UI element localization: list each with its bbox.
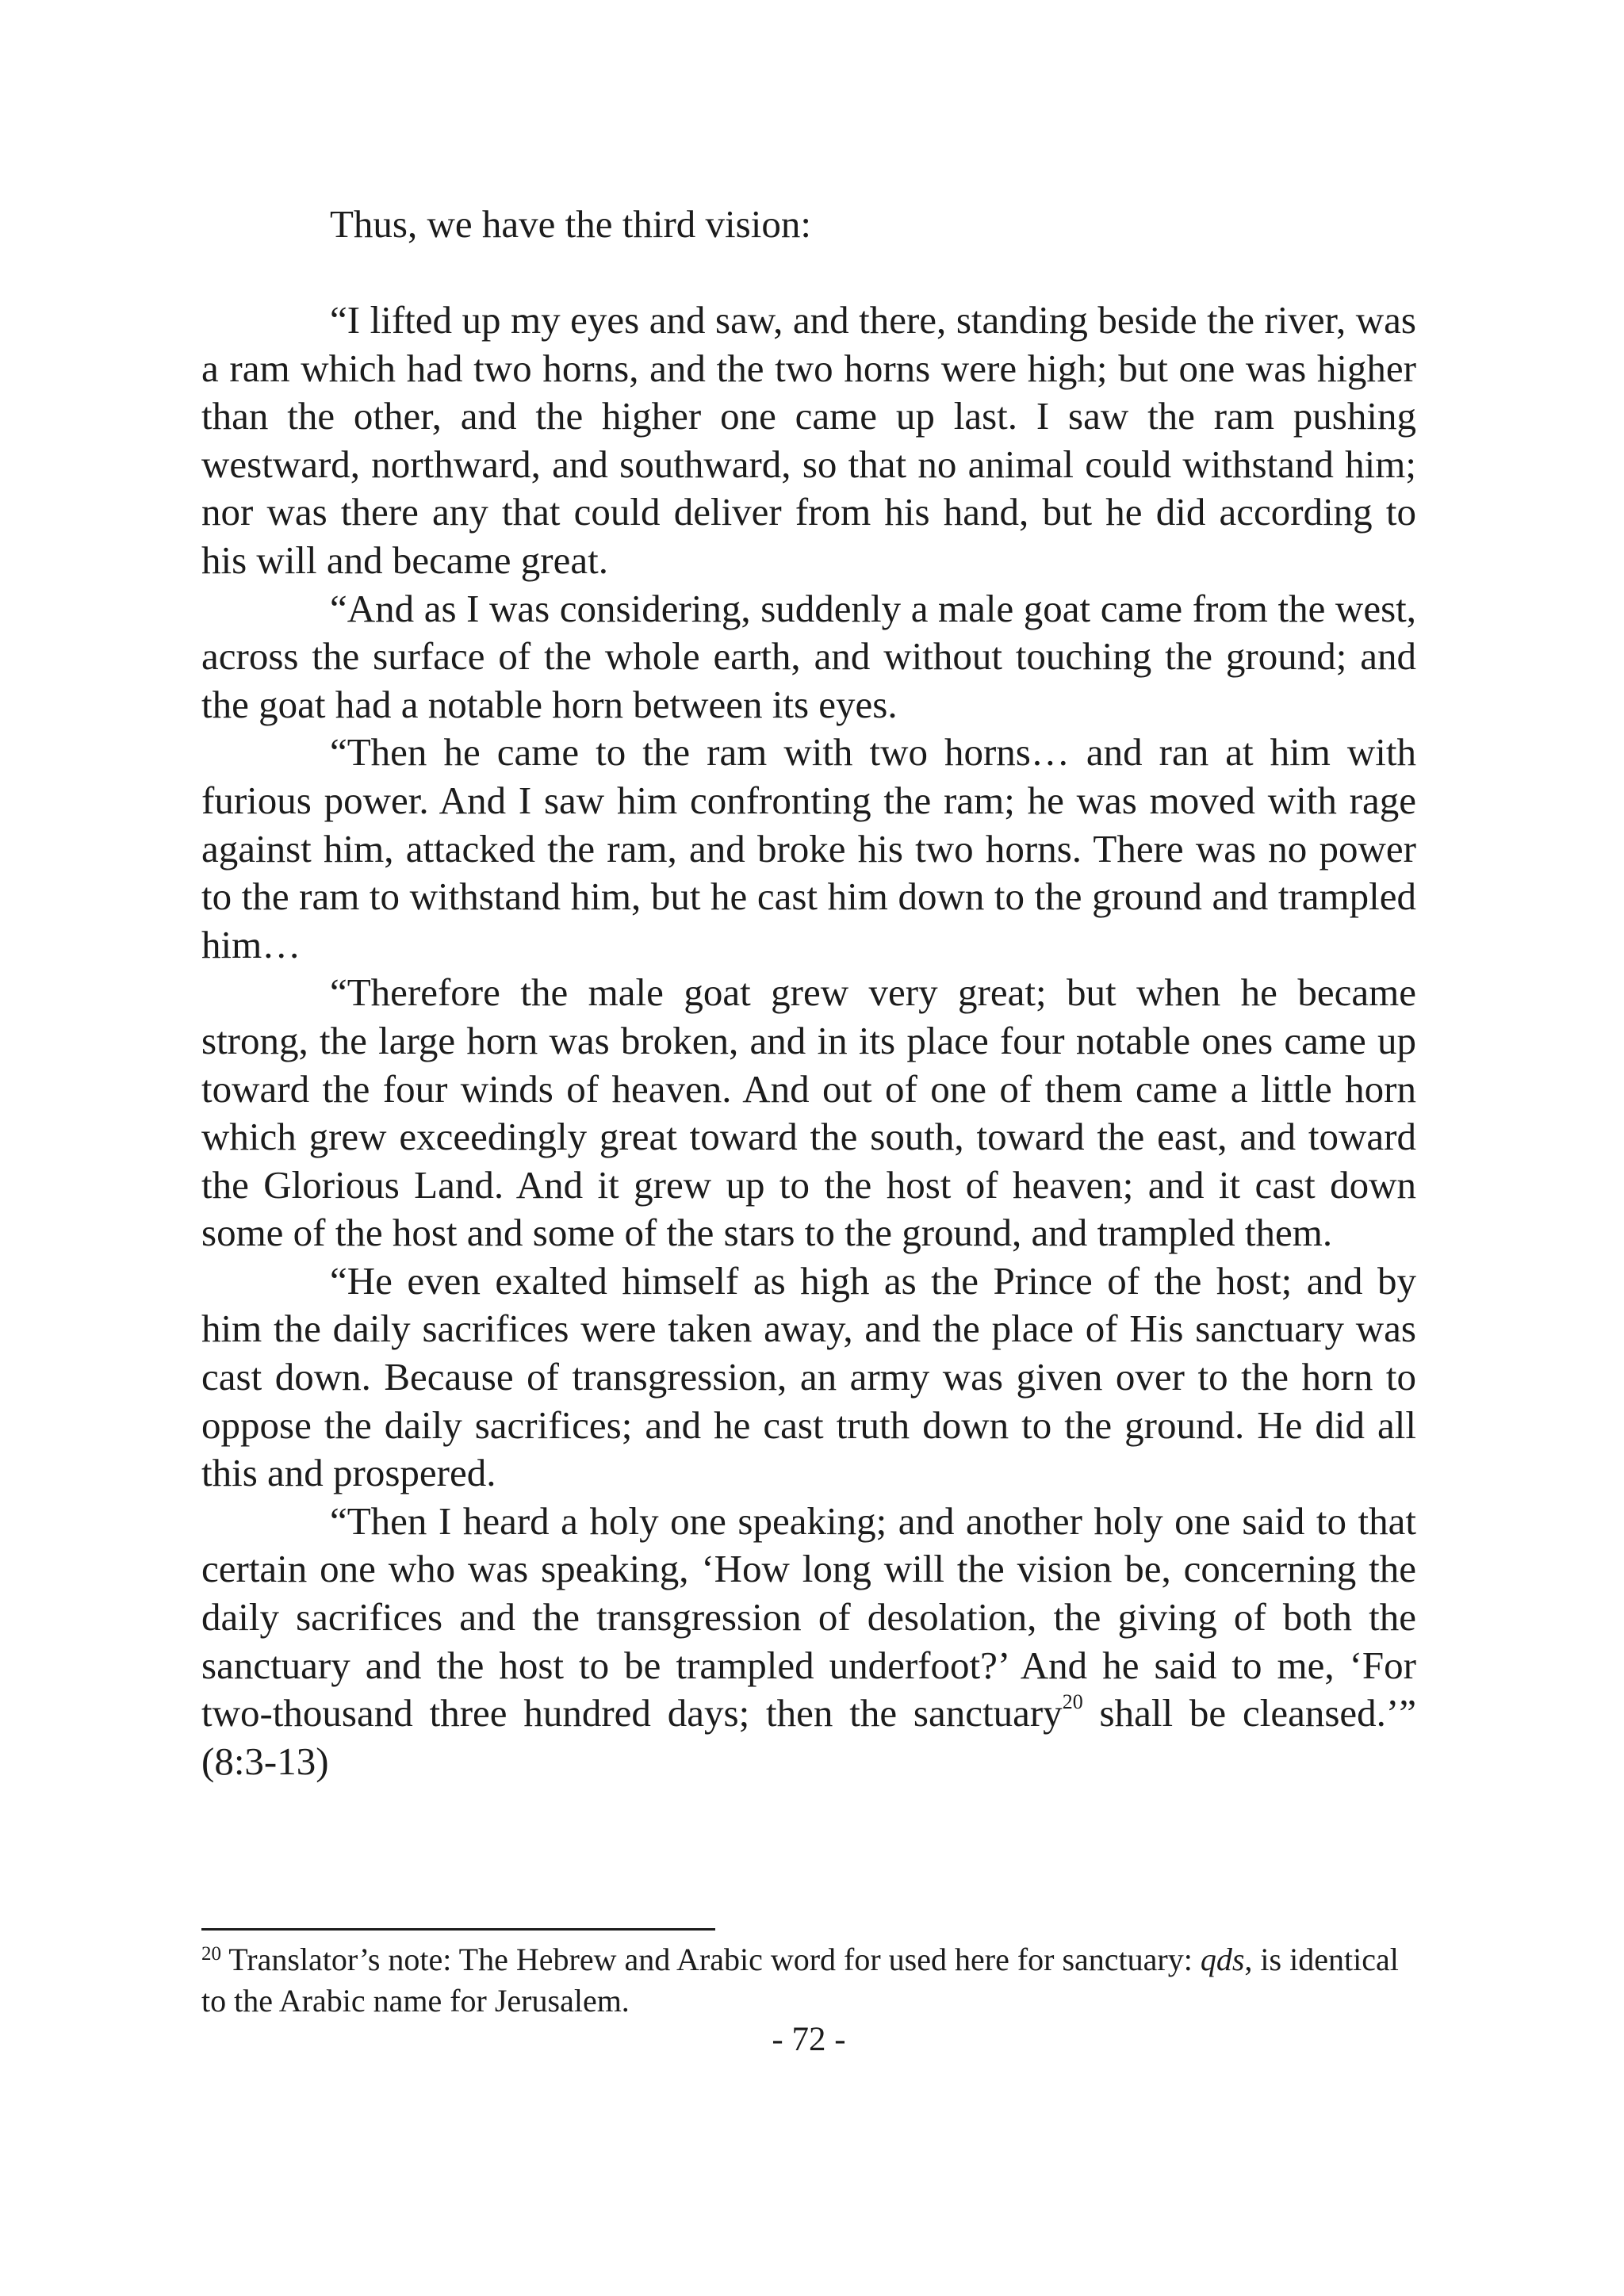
quote-text-after-ref: shall be cleansed.’” (8:3-13) [201, 1691, 1416, 1783]
footnote-text: Translator’s note: The Hebrew and Arabic word for used here for sanctuary: [221, 1942, 1201, 1977]
quote-text-before-ref: “Then I heard a holy one speaking; and another holy one said to that certain one who was speaking, ‘How long will the vision be, concerning the daily sacrifices and the transgression of desolation, the giving of both the sanctuary and the host to be trampled underfoot?’ And he said to me, ‘For two-thousand three hundred days; then the sanctuary [201, 1498, 1416, 1735]
quote-paragraph-goat: “And as I was considering, suddenly a male goat came from the west, across the surface of the whole earth, and without touching the ground; and the goat had a notable horn between its eyes. [201, 586, 1416, 726]
footnote-text-end: , is identical to the Arabic name for Jerusalem. [201, 1942, 1399, 2019]
intro-line: Thus, we have the third vision: [330, 202, 811, 246]
footnote-reference[interactable]: 20 [1062, 1690, 1083, 1714]
quoted-vision [201, 297, 1416, 1785]
footnote-italic-term: qds [1200, 1942, 1245, 1977]
footnote-separator [201, 1928, 715, 1931]
footnote [201, 1939, 1416, 2022]
quote-paragraph-confrontation: “Then he came to the ram with two horns… and ran at him with furious power. And I saw him confronting the ram; he was moved with rage against him, attacked the ram, and broke his two horns. There was no power to the ram to withstand him, but he cast him down to the ground and trampled him… [201, 730, 1416, 966]
quote-paragraph-ram: “I lifted up my eyes and saw, and there, standing beside the river, was a ram which had two horns, and the two horns were high; but one was higher than the other, and the higher one came up last. I saw the ram pushing westward, northward, and southward, so that no animal could withstand him; nor was there any that could deliver from his hand, but he did according to his will and became great. [201, 298, 1416, 582]
quote-paragraph-prince: “He even exalted himself as high as the Prince of the host; and by him the daily sacrifices were taken away, and the place of His sanctuary was cast down. Because of transgression, an army was given over to the horn to oppose the daily sacrifices; and he cast truth down to the ground. He did all this and prospered. [201, 1258, 1416, 1495]
page [201, 0, 1416, 2296]
quote-paragraph-four-horns: “Therefore the male goat grew very great; but when he became strong, the large horn was broken, and in its place four notable ones came up toward the four winds of heaven. And out of one of them came a little horn which grew exceedingly great toward the south, toward the east, and toward the Glorious Land. And it grew up to the host of heaven; and it cast down some of the host and some of the stars to the ground, and trampled them. [201, 970, 1416, 1255]
page-number: - 72 - [772, 2021, 846, 2058]
quote-paragraph-holy-one [201, 1498, 1416, 1786]
footnote-number: 20 [201, 1943, 221, 1965]
